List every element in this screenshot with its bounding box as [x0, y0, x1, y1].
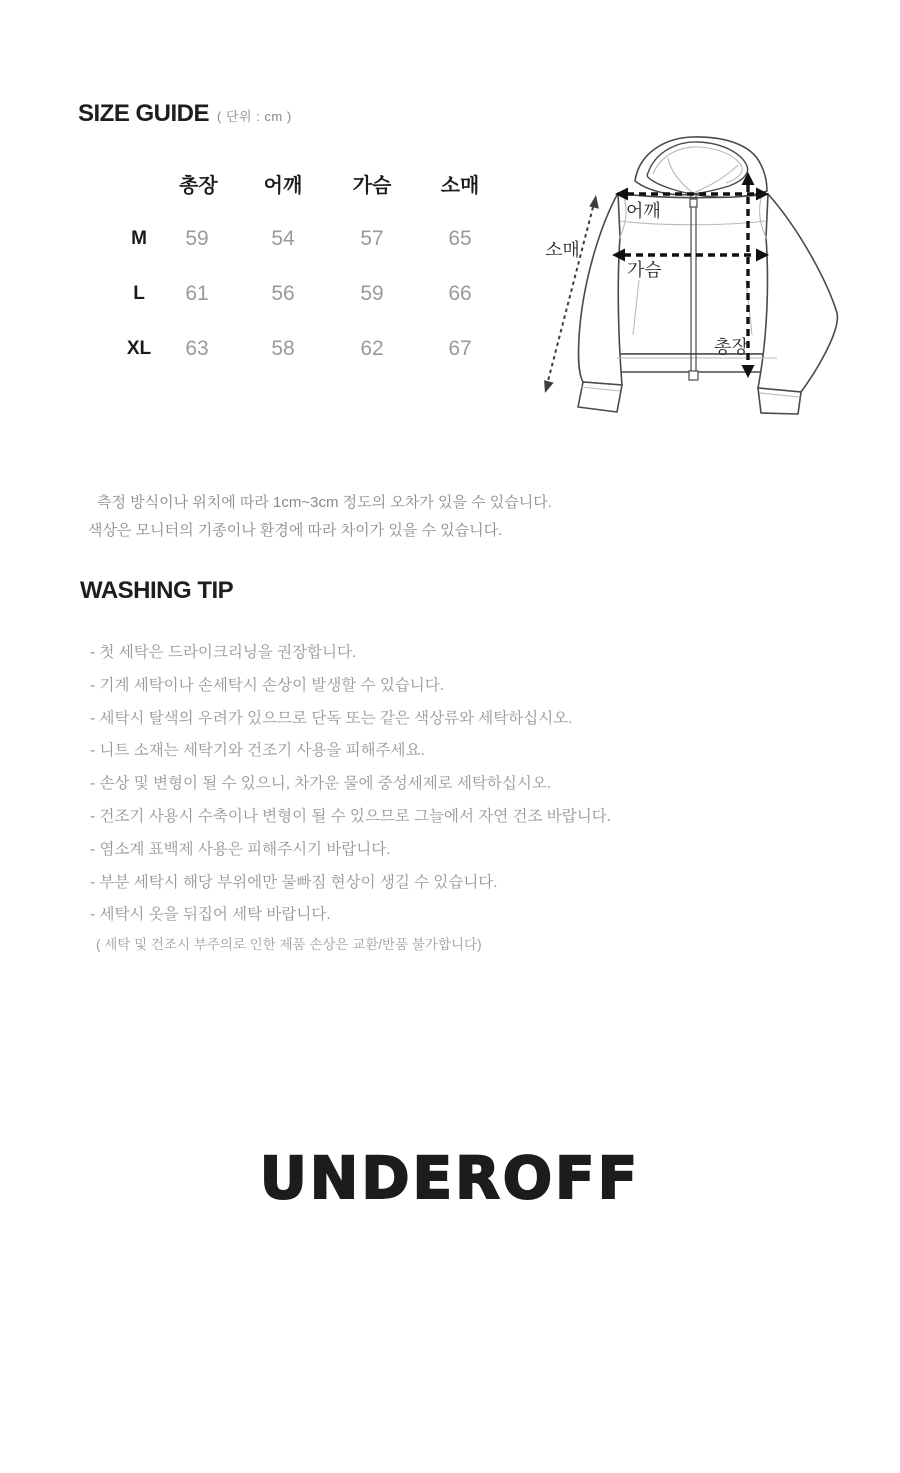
jacket-right-sleeve [758, 194, 837, 392]
washing-tip: - 부분 세탁시 해당 부위에만 물빠짐 현상이 생길 수 있습니다. [90, 873, 498, 891]
size-label-l: L [133, 283, 145, 304]
size-value: 61 [185, 282, 209, 305]
size-table-header-shoulder: 어깨 [263, 175, 303, 197]
washing-tip: - 기계 세탁이나 손세탁시 손상이 발생할 수 있습니다. [90, 676, 445, 694]
size-table-row-l [99, 281, 527, 307]
brand-logo: UNDEROFF [259, 1144, 641, 1212]
size-guide-unit-label: ( 단위 : cm ) [217, 109, 292, 124]
washing-tip-list [90, 637, 611, 932]
note-line: 색상은 모니터의 기종이나 환경에 따라 차이가 있을 수 있습니다. [88, 521, 503, 539]
washing-tip: - 손상 및 변형이 될 수 있으니, 차가운 물에 중성세제로 세탁하십시오. [90, 775, 552, 793]
note-line: 측정 방식이나 위치에 따라 1cm~3cm 정도의 오차가 있을 수 있습니다. [97, 494, 552, 511]
diagram-label-length: 총장 [714, 337, 749, 357]
diagram-label-chest: 가슴 [627, 260, 662, 280]
size-value: 59 [360, 282, 384, 305]
size-value: 62 [360, 337, 384, 360]
jacket-right-cuff [758, 388, 801, 414]
size-table-row-xl [99, 336, 527, 362]
size-table-header-length: 총장 [179, 175, 218, 197]
size-table-header-sleeve: 소매 [440, 175, 480, 197]
size-value: 59 [185, 227, 209, 250]
size-value: 63 [185, 337, 209, 360]
size-value: 58 [271, 337, 295, 360]
size-table-header-row [99, 173, 527, 199]
size-label-xl: XL [126, 338, 152, 359]
washing-tip: - 첫 세탁은 드라이크리닝을 권장합니다. [90, 644, 357, 661]
size-value: 66 [448, 282, 472, 305]
size-value: 57 [360, 227, 384, 250]
size-table-header-chest: 가슴 [352, 175, 392, 197]
washing-tip: - 건조기 사용시 수축이나 변형이 될 수 있으므로 그늘에서 자연 건조 바랍니다. [90, 807, 612, 825]
measurement-notes [88, 489, 552, 544]
arrowhead [544, 380, 554, 393]
diagram-label-sleeve: 소매 [545, 240, 580, 260]
size-value: 65 [448, 227, 472, 250]
size-guide-header [78, 100, 292, 128]
garment-diagram [520, 125, 900, 445]
size-label-m: M [131, 228, 147, 249]
washing-tip-title: WASHING TIP [80, 577, 234, 604]
washing-tip: - 니트 소재는 세탁기와 건조기 사용을 피해주세요. [90, 742, 425, 760]
size-value: 56 [271, 282, 295, 305]
size-table-row-m [99, 226, 527, 252]
diagram-label-shoulder: 어깨 [626, 201, 661, 221]
arrowhead [589, 195, 599, 209]
washing-disclaimer: ( 세탁 및 건조시 부주의로 인한 제품 손상은 교환/반품 불가합니다) [96, 937, 482, 952]
jacket-left-cuff [578, 382, 622, 412]
washing-tip: - 세탁시 탈색의 우려가 있으므로 단독 또는 같은 색상류와 세탁하십시오. [90, 709, 573, 727]
washing-tip: - 세탁시 옷을 뒤집어 세탁 바랍니다. [90, 906, 331, 924]
size-table-corner-cell [99, 173, 179, 199]
size-value: 67 [448, 337, 472, 360]
jacket-left-sleeve [579, 193, 622, 385]
size-value: 54 [271, 227, 295, 250]
washing-tip: - 염소계 표백제 사용은 피해주시기 바랍니다. [90, 840, 391, 858]
size-guide-title: SIZE GUIDE [78, 100, 210, 127]
